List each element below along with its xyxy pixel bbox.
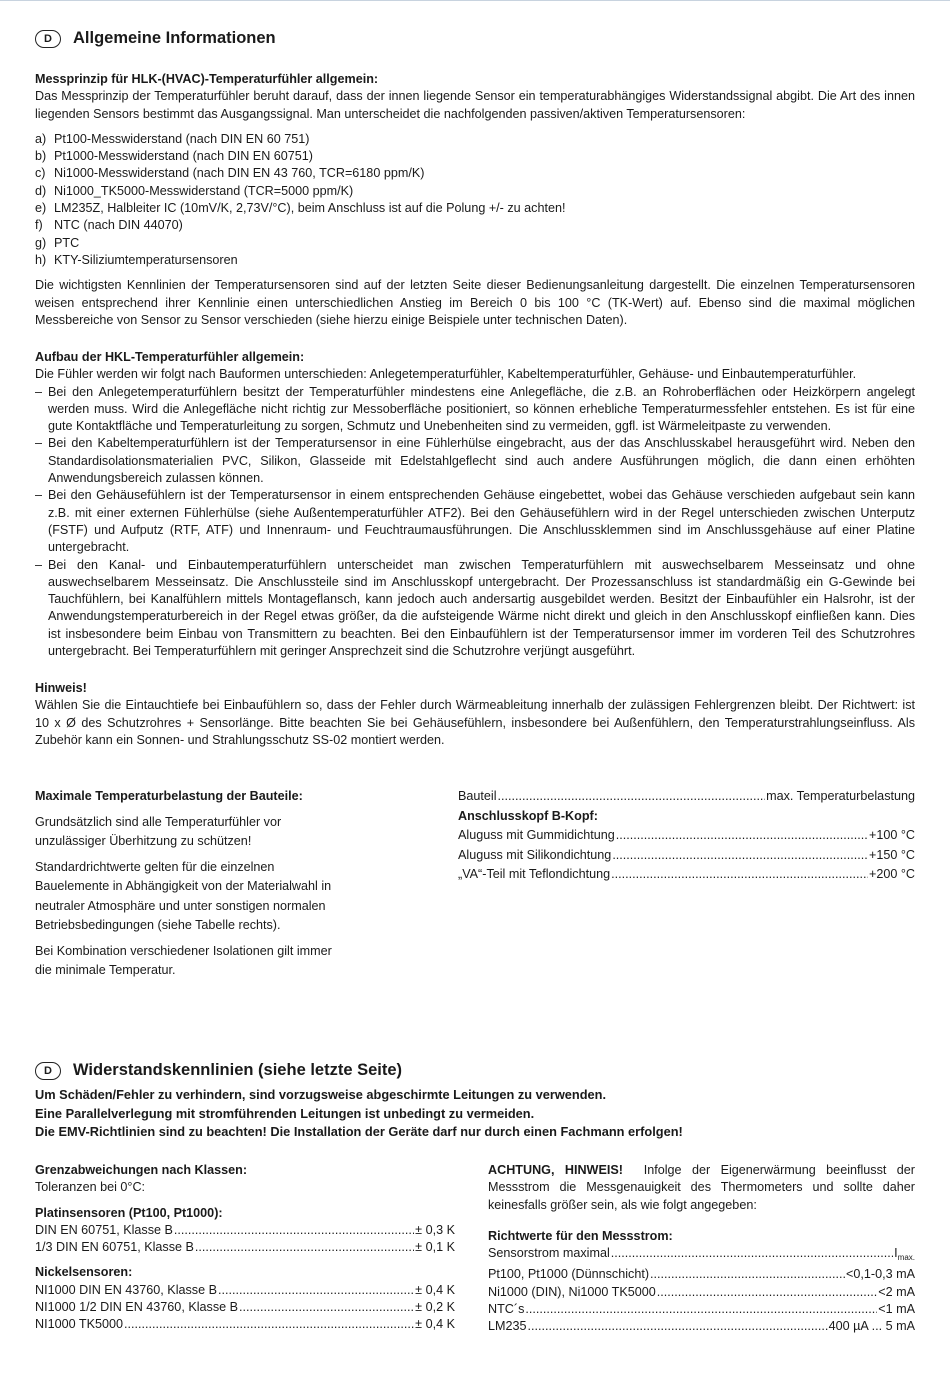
list-item-text: NTC (nach DIN 44070) [54,218,183,233]
list-item-label: c) [35,166,46,181]
list-item [35,200,915,217]
table-row [35,1316,455,1333]
dot-leader [611,1245,893,1262]
row-label: Aluguss mit Gummidichtung [458,828,615,842]
list-item-text: Pt100-Messwiderstand (nach DIN EN 60 751) [54,131,310,146]
table-row [458,846,915,866]
row-value: +100 °C [869,828,915,842]
language-badge: D [35,30,61,48]
row-value: <1 mA [878,1302,915,1317]
list-item-text: PTC [54,235,80,250]
list-item-label: e) [35,201,47,216]
row-label: LM235 [488,1319,527,1334]
table-subheading: Anschlusskopf B-Kopf: [458,808,598,823]
list-item [35,148,915,165]
list-item [35,131,915,148]
row-label: Aluguss mit Silikondichtung [458,847,612,862]
row-value: $I_{max.}$ [894,1246,915,1263]
aufbau-list [35,384,915,661]
row-value: 400 µA ... 5 mA [828,1319,915,1334]
dot-leader [657,1284,877,1301]
list-item [35,557,915,661]
table-row [35,1239,455,1256]
warnings-block [35,1086,915,1142]
grenz-heading: Grenzabweichungen nach Klassen: [35,1163,248,1177]
aufbau-block [35,349,915,660]
richt-rows [488,1245,915,1335]
list-item-text: Bei den Gehäusefühlern ist der Temperatursensor in einem entsprechenden Gehäuse eingebettet, wobei das Gehäuse verschieden aufgebaut sein kann z.B. mit einer externen Fühlerhülse (siehe Außentemperaturfühler ATF2). Bei den Gehäusefühlern wird in der Regel unterschieden zwischen Unterputz (FSTF) und Aufputz (RTF, ATF) und Innenraum- und Feuchtraumausführungen. Die Anschlussklemmen sind im Anschlussgehäuse auf einer Platine untergebracht. [48,488,915,555]
section-heading-allgemeine [35,30,276,48]
nickel-heading: Nickelsensoren: [35,1265,133,1280]
table-row [488,1301,915,1318]
dot-leader [124,1316,414,1333]
richt-heading: Richtwerte für den Messstrom: [488,1228,673,1243]
row-label: NI1000 1/2 DIN EN 43760, Klasse B [35,1300,239,1315]
hinweis-block [35,680,915,749]
warning-line: Eine Parallelverlegung mit stromführenden Leitungen ist unbedingt zu vermeiden. [35,1105,535,1121]
list-item-text: KTY-Siliziumtemperatursensoren [54,252,238,267]
dash-bullet: – [35,384,43,399]
list-item-text: Ni1000_TK5000-Messwiderstand (TCR=5000 ppm/K) [54,183,354,198]
list-item-label: h) [35,252,47,267]
row-value: ± 0,3 K [415,1222,455,1237]
dot-leader [612,846,868,866]
list-item [35,183,915,200]
row-label: Ni1000 (DIN), Ni1000 TK5000 [488,1284,656,1299]
list-item-label: b) [35,149,47,164]
dash-bullet: – [35,488,43,503]
section-title: Widerstandskennlinien (siehe letzte Seite) [73,1061,403,1080]
row-value: <0,1-0,3 mA [846,1267,915,1282]
row-label: „VA“-Teil mit Teflondichtung [458,867,611,881]
maxtemp-table [458,787,915,885]
row-value-subscript: max. [897,1253,915,1263]
achtung-text: Infolge der Eigenerwärmung beeinflusst der Messstrom die Messgenauigkeit des Thermometers und sollte daher keinesfalls größer sein, als wie folgt angegeben: [488,1163,915,1212]
maxtemp-block [35,787,350,981]
row-label: DIN EN 60751, Klasse B [35,1222,173,1237]
row-label: Pt100, Pt1000 (Dünnschicht) [488,1267,650,1282]
list-item [35,235,915,252]
platin-rows [35,1222,455,1257]
list-item [35,435,915,487]
row-value: ± 0,1 K [415,1240,455,1255]
dot-leader [218,1282,414,1299]
row-value: ± 0,4 K [415,1282,455,1297]
list-item [35,217,915,234]
table-row [35,1222,455,1239]
aufbau-intro: Die Fühler werden wir folgt nach Bauformen unterschieden: Anlegetemperaturfühler, Kabeltemperaturfühler, Gehäuse- und Einbautemperaturfühler. [35,367,857,382]
dot-leader [611,865,868,885]
table-row [488,1318,915,1335]
list-item-text: Bei den Kabeltemperaturfühlern ist der Temperatursensor in eine Fühlerhülse eingebracht, aus der das Anschlusskabel herausgeführt wird. Neben den Standardisolationsmaterialien PVC, Silikon, Glasseide mit Edelstahlgeflecht sind auch andere Ausführungen möglich, die dann einen erhöhten Anwendungsbereich zulassen können. [48,436,915,486]
table-row [488,1284,915,1301]
table-row [488,1245,915,1266]
dot-leader [195,1239,414,1256]
sensor-list [35,131,915,269]
maxtemp-p2: Standardrichtwerte gelten für die einzelnen Bauelemente in Abhängigkeit von der Materialwahl in neutraler Atmosphäre und unter sonstigen normalen Betriebsbedingungen (siehe Tabelle rechts). [35,859,332,932]
kennlinien-text: Die wichtigsten Kennlinien der Temperatursensoren sind auf der letzten Seite dieser Bedienungsanleitung dargestellt. Die einzelnen Temperatursensoren weisen entsprechend ihrer Kennlinie einen unterschiedlichen Anstieg im Bereich 0 bis 100 °C (TK-Wert) auf. Ebenso sind die maximal möglichen Messbereiche von Sensor zu Sensor verschieden (siehe hierzu einige Beispiele unter technischen Daten). [35,278,915,327]
messprinzip-block [35,71,915,329]
dot-leader [239,1299,414,1316]
list-item-label: g) [35,235,47,250]
section-heading-widerstand [35,1062,402,1080]
dash-bullet: – [35,557,43,572]
dot-leader [174,1222,414,1239]
row-label: 1/3 DIN EN 60751, Klasse B [35,1240,194,1255]
list-item-text: LM235Z, Halbleiter IC (10mV/K, 2,73V/°C), beim Anschluss ist auf die Polung +/- zu achten! [54,201,566,216]
maxtemp-rows [458,826,915,885]
table-header-left: Bauteil [458,789,497,803]
language-badge: D [35,1062,61,1080]
dot-leader [650,1266,845,1283]
list-item [35,165,915,182]
list-item-text: Bei den Anlegetemperaturfühlern besitzt der Temperaturfühler mindestens eine Anlegefläche, die z.B. an Rohroberflächen oder Heizkörpern angelegt werden muss. Wird die Anlegefläche nicht richtig zur Messoberfläche positioniert, so können erhebliche Temperaturmessfehler entstehen. Es ist für eine gute Kontaktfläche und Temperaturleitung zu sorgen, Schmutz und Unebenheiten sind zu vermeiden, ggfl. ist Wärmeleitpaste zu verwenden. [48,384,915,434]
list-item-text: Bei den Kanal- und Einbautemperaturfühlern unterscheidet man zwischen Temperaturfühlern mit auswechselbarem Messeinsatz und ohne auswechselbarem Messeinsatz. Die Anschlussteile sind im Anschlusskopf untergebracht. Der Prozessanschluss ist standardmäßig ein G-Gewinde bei Tauchfühlern, bei Kanalfühlern mittels Montageflansch, kann jedoch auch andersartig ausgebildet werden. Besitzt der Einbaufühler ein Halsrohr, ist der Anwendungstemperaturbereich in der Regel etwas größer, da die aufsteigende Wärme nicht direkt und gleich in den Anschlusskopf einfließen kann. Dies ist insbesondere beim Einbau von Transmittern zu beachten. Bei den Einbaufühlern ist der Temperatursensor immer im vorderen Teil des Schutzrohres untergebracht. Bei Temperaturfühlern mit geringer Ansprechzeit sind die Schutzrohre verjüngt ausgeführt. [48,557,915,659]
table-row [458,865,915,885]
dot-leader [528,1318,828,1335]
warning-line: Um Schäden/Fehler zu verhindern, sind vorzugsweise abgeschirmte Leitungen zu verwenden. [35,1087,607,1102]
list-item [35,384,915,436]
warning-line: Die EMV-Richtlinien sind zu beachten! Die Installation der Geräte darf nur durch einen Fachmann erfolgen! [35,1124,683,1139]
aufbau-heading: Aufbau der HKL-Temperaturfühler allgemein: [35,350,305,364]
messprinzip-text: Das Messprinzip der Temperaturfühler beruht darauf, dass der innen liegende Sensor ein temperaturabhängiges Widerstandssignal abgibt. Die Art des innen liegenden Sensors bestimmt das Ausgangssignal. Man unterscheidet die nachfolgenden passiven/aktiven Temperatursensoren: [35,89,915,121]
list-item-text: Ni1000-Messwiderstand (nach DIN EN 43 760, TCR=6180 ppm/K) [54,166,425,181]
row-label: Sensorstrom maximal [488,1246,610,1261]
list-item-label: f) [35,218,43,233]
table-row [35,1282,455,1299]
dot-leader [616,826,868,846]
table-row [488,1266,915,1283]
dash-bullet: – [35,436,43,451]
maxtemp-p3: Bei Kombination verschiedener Isolationen gilt immer die minimale Temperatur. [35,943,332,977]
row-value: <2 mA [878,1284,915,1299]
table-row [458,826,915,846]
list-item-text: Pt1000-Messwiderstand (nach DIN EN 60751) [54,149,313,164]
list-item [35,487,915,556]
platin-heading: Platinsensoren (Pt100, Pt1000): [35,1205,223,1220]
hinweis-text: Wählen Sie die Eintauchtiefe bei Einbaufühlern so, dass der Fehler durch Wärmeableitung innerhalb der zulässigen Fehlergrenzen bleibt. Der Richtwert: ist 10 x Ø des Schutzrohres + Sensorlänge. Bitte beachten Sie bei Gehäusefühlern, insbesondere bei Außenfühlern, den Temperaturstrahlungseinfluss. Als Zubehör kann ein Sonnen- und Strahlungsschutz SS-02 montiert werden. [35,698,915,747]
list-item [35,252,915,269]
list-item-label: a) [35,131,47,146]
row-value: ± 0,2 K [415,1300,455,1315]
row-label: NTC´s [488,1302,525,1317]
row-value: +150 °C [869,847,915,862]
messprinzip-heading: Messprinzip für HLK-(HVAC)-Temperaturfühler allgemein: [35,72,379,86]
top-border-line [0,0,950,1]
table-row [35,1299,455,1316]
hinweis-heading: Hinweis! [35,681,87,695]
row-value: ± 0,4 K [415,1317,455,1332]
nickel-rows [35,1282,455,1334]
row-label: NI1000 DIN EN 43760, Klasse B [35,1282,218,1297]
achtung-heading: ACHTUNG, HINWEIS! [488,1163,623,1177]
list-item-label: d) [35,183,47,198]
achtung-block [488,1162,915,1336]
grenz-sub: Toleranzen bei 0°C: [35,1180,146,1195]
grenz-block [35,1162,455,1334]
achtung-paragraph [488,1162,915,1214]
dot-leader [525,1301,877,1318]
maxtemp-heading: Maximale Temperaturbelastung der Bauteile: [35,789,303,803]
maxtemp-p1: Grundsätzlich sind alle Temperaturfühler vor unzulässiger Überhitzung zu schützen! [35,814,282,848]
row-label: NI1000 TK5000 [35,1317,123,1332]
table-header-row [458,787,915,807]
section-title: Allgemeine Informationen [73,29,276,48]
table-header-right: max. Temperaturbelastung [766,789,915,803]
row-value: +200 °C [869,867,915,881]
